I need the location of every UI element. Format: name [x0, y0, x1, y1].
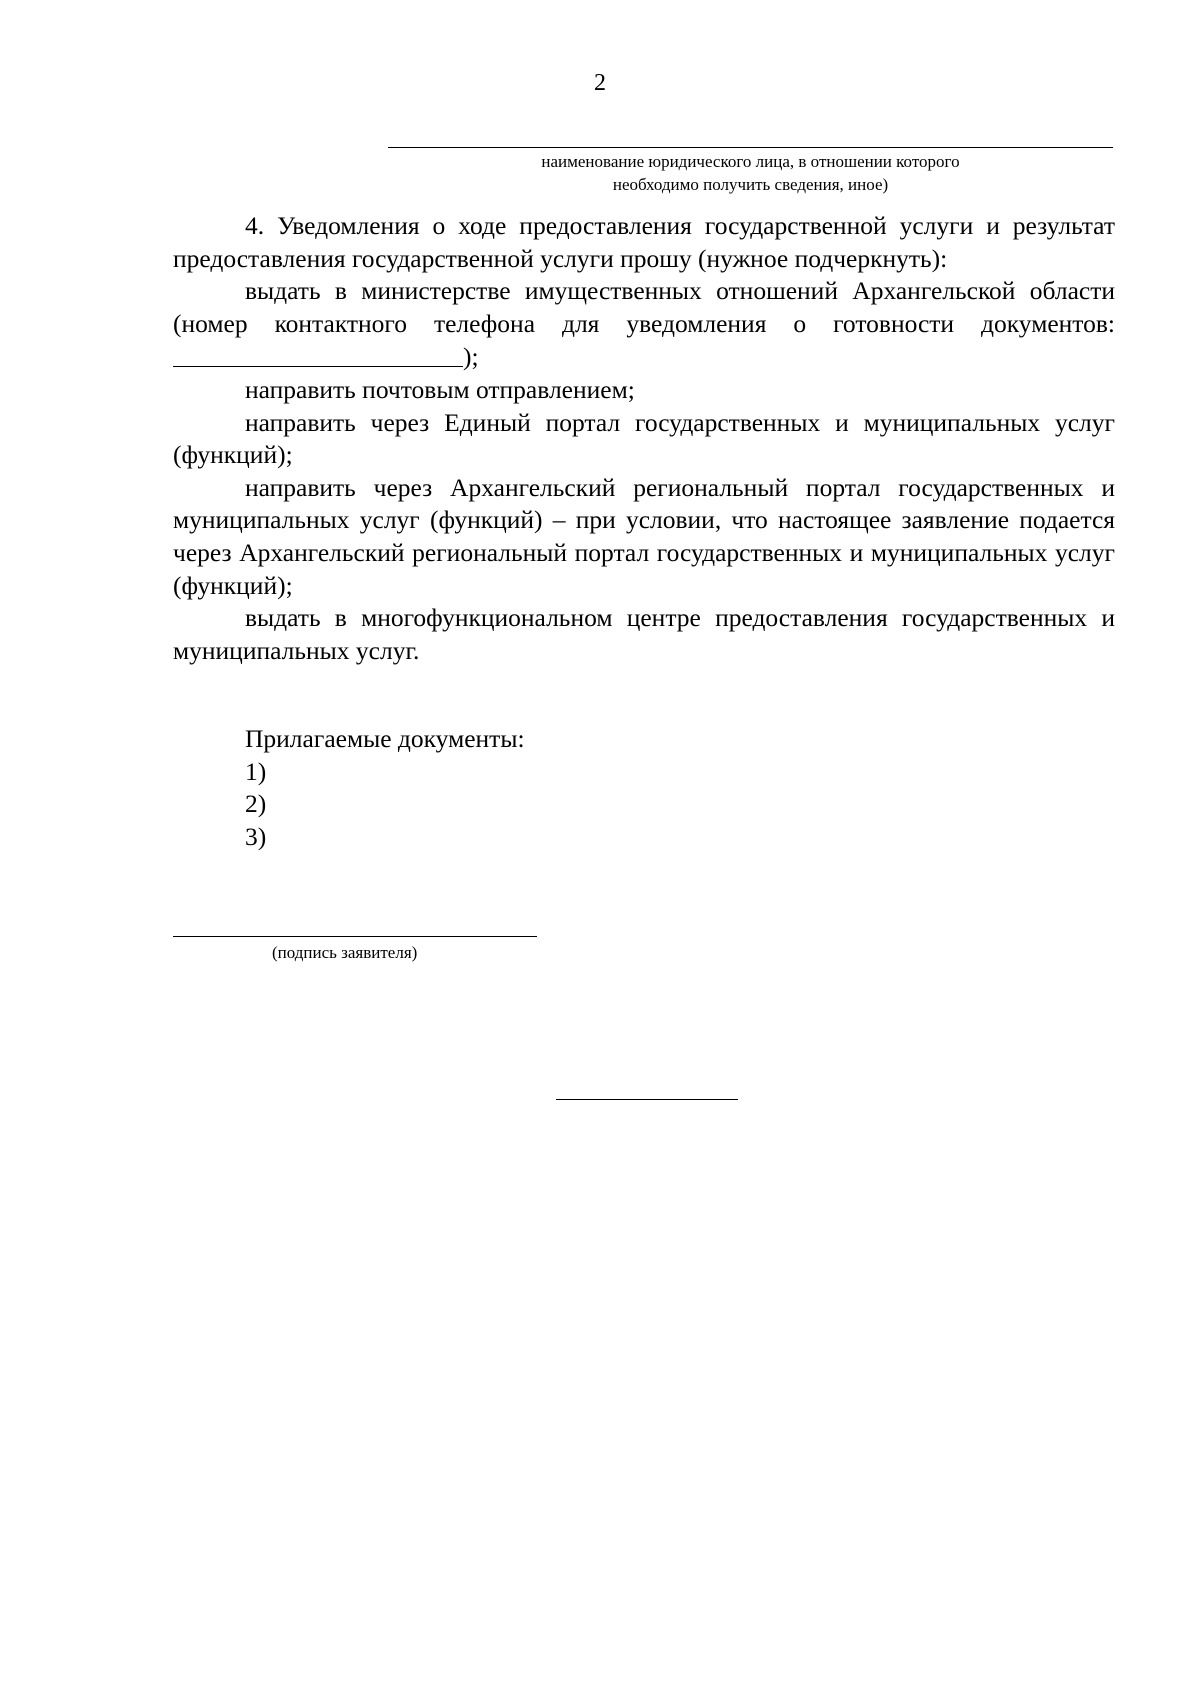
end-of-document-line — [556, 1099, 738, 1100]
option-issue-at-ministry-text: выдать в министерстве имущественных отношений Архангельской области (номер контактного телефона для уведомления о готовности документов: — [173, 276, 1115, 338]
option-unified-portal: направить через Единый портал государственных и муниципальных услуг (функций); — [173, 407, 1115, 470]
caption-line-2: необходимо получить сведения, иное) — [612, 175, 889, 194]
option-regional-portal: направить через Архангельский региональный портал государственных и муниципальных услуг (функций) – при условии, что настоящее заявление подается через Архангельский региональный портал государственных и муниципальных услуг (функций); — [173, 472, 1115, 600]
section-4-intro: 4. Уведомления о ходе предоставления государственной услуги и результат предоставления государственной услуги прошу (нужное подчеркнуть): — [173, 211, 1115, 273]
legal-entity-name-line — [388, 147, 1113, 148]
attachments-section — [245, 723, 525, 853]
phone-number-blank[interactable] — [173, 340, 463, 367]
option-postal-mail: направить почтовым отправлением; — [245, 374, 635, 404]
option-issue-at-ministry — [173, 275, 1115, 374]
page-number: 2 — [594, 70, 606, 96]
attachments-title: Прилагаемые документы: — [245, 724, 525, 753]
legal-entity-name-caption — [388, 150, 1113, 196]
caption-line-1: наименование юридического лица, в отношении которого — [541, 152, 960, 171]
option-issue-at-ministry-close: ); — [463, 342, 479, 372]
attachment-item: 3) — [245, 821, 267, 851]
attachment-item: 1) — [245, 756, 267, 786]
option-mfc: выдать в многофункциональном центре предоставления государственных и муниципальных услуг. — [173, 603, 1115, 665]
attachment-item: 2) — [245, 789, 267, 819]
signature-line[interactable] — [173, 936, 537, 937]
signature-caption: (подпись заявителя) — [272, 943, 418, 962]
section-4-body — [173, 210, 1115, 667]
